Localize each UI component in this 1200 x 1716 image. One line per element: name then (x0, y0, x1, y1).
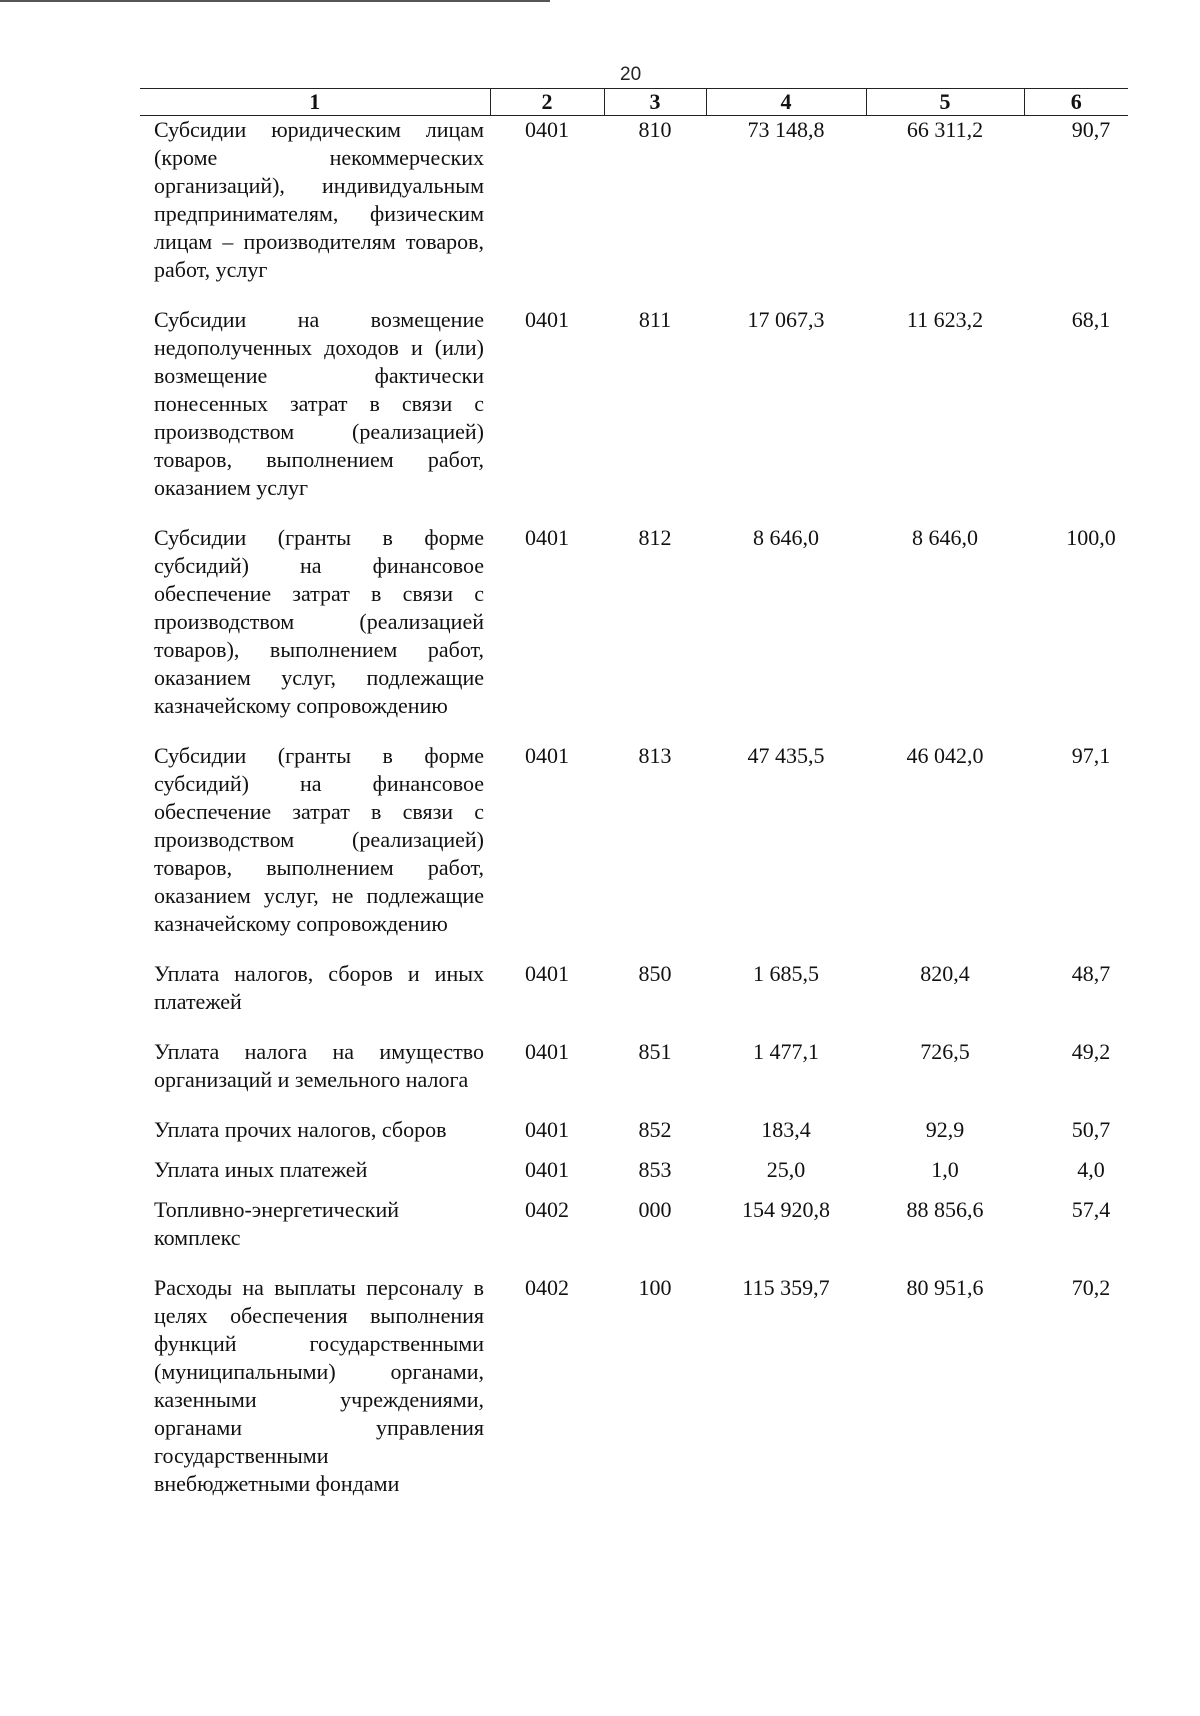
row-name: Топливно-энергетический комплекс (154, 1197, 400, 1250)
row-plan-value: 154 920,8 (742, 1197, 830, 1222)
row-fact-value: 1,0 (931, 1157, 959, 1182)
row-expense-type: 852 (638, 1117, 672, 1142)
row-plan-value: 1 477,1 (753, 1039, 819, 1064)
row-plan-value: 73 148,8 (747, 117, 825, 142)
scan-edge-line (0, 0, 550, 2)
row-expense-type: 811 (638, 307, 672, 332)
row-name: Субсидии юридическим лицам (кроме некоммерческих организаций), индивидуальным предпринимателям, физическим лицам – производителям товаров, работ, услуг (154, 117, 484, 282)
budget-table (140, 88, 1128, 1506)
row-section-code: 0401 (525, 743, 569, 768)
table-row (140, 1038, 1128, 1116)
row-name: Субсидии (гранты в форме субсидий) на финансовое обеспечение затрат в связи с производством (реализацией товаров), выполнением работ, оказанием услуг, подлежащие казначейскому сопровождению (154, 525, 484, 718)
row-percent: 57,4 (1071, 1197, 1111, 1222)
row-percent: 68,1 (1071, 307, 1111, 332)
row-name: Субсидии на возмещение недополученных доходов и (или) возмещение фактически понесенных затрат в связи с производством (реализацией) товаров, выполнением работ, оказанием услуг (154, 307, 484, 500)
row-expense-type: 850 (638, 961, 672, 986)
row-section-code: 0401 (525, 525, 569, 550)
row-plan-value: 25,0 (766, 1157, 806, 1182)
table-row (140, 1116, 1128, 1156)
table-row (140, 116, 1128, 307)
row-expense-type: 000 (638, 1197, 672, 1222)
row-name: Уплата иных платежей (154, 1157, 368, 1182)
header-col-3: 3 (604, 89, 706, 116)
row-plan-value: 8 646,0 (753, 525, 819, 550)
row-fact-value: 88 856,6 (906, 1197, 984, 1222)
row-section-code: 0401 (525, 1117, 569, 1142)
row-percent: 100,0 (1066, 525, 1116, 550)
row-fact-value: 46 042,0 (906, 743, 984, 768)
row-section-code: 0402 (525, 1275, 569, 1300)
row-section-code: 0401 (525, 1157, 569, 1182)
budget-table-container (140, 88, 1128, 1506)
row-name: Субсидии (гранты в форме субсидий) на финансовое обеспечение затрат в связи с производством (реализацией) товаров, выполнением работ, оказанием услуг, не подлежащие казначейскому сопровождению (154, 743, 484, 936)
header-col-5: 5 (866, 89, 1024, 116)
row-expense-type: 853 (638, 1157, 672, 1182)
row-fact-value: 92,9 (925, 1117, 965, 1142)
table-row (140, 306, 1128, 524)
row-section-code: 0401 (525, 1039, 569, 1064)
table-body (140, 116, 1128, 1507)
row-percent: 49,2 (1071, 1039, 1111, 1064)
header-col-6: 6 (1024, 89, 1128, 116)
row-name: Расходы на выплаты персоналу в целях обеспечения выполнения функций государственными (муниципальными) органами, казенными учреждениями, органами управления государственными внебюджетными фондами (154, 1275, 484, 1496)
row-fact-value: 726,5 (920, 1039, 970, 1064)
row-fact-value: 8 646,0 (912, 525, 978, 550)
row-percent: 4,0 (1077, 1157, 1105, 1182)
row-expense-type: 851 (638, 1039, 672, 1064)
table-header (140, 89, 1128, 116)
table-row (140, 742, 1128, 960)
page-number: 20 (620, 64, 642, 85)
header-row (140, 89, 1128, 116)
row-fact-value: 820,4 (920, 961, 970, 986)
row-fact-value: 80 951,6 (906, 1275, 984, 1300)
table-row (140, 1156, 1128, 1196)
row-plan-value: 47 435,5 (747, 743, 825, 768)
row-section-code: 0401 (525, 117, 569, 142)
row-section-code: 0402 (525, 1197, 569, 1222)
header-col-4: 4 (706, 89, 866, 116)
header-col-1: 1 (140, 89, 490, 116)
row-expense-type: 100 (638, 1275, 672, 1300)
table-row (140, 960, 1128, 1038)
row-fact-value: 11 623,2 (906, 307, 984, 332)
row-plan-value: 183,4 (761, 1117, 811, 1142)
row-fact-value: 66 311,2 (906, 117, 984, 142)
row-plan-value: 17 067,3 (747, 307, 825, 332)
row-expense-type: 812 (638, 525, 672, 550)
table-row (140, 1196, 1128, 1274)
row-expense-type: 810 (638, 117, 672, 142)
header-col-2: 2 (490, 89, 604, 116)
row-percent: 70,2 (1071, 1275, 1111, 1300)
row-percent: 48,7 (1071, 961, 1111, 986)
table-row (140, 1274, 1128, 1506)
row-percent: 90,7 (1071, 117, 1111, 142)
row-percent: 50,7 (1071, 1117, 1111, 1142)
row-plan-value: 1 685,5 (753, 961, 819, 986)
row-name: Уплата налогов, сборов и иных платежей (154, 961, 484, 1014)
row-percent: 97,1 (1071, 743, 1111, 768)
row-expense-type: 813 (638, 743, 672, 768)
row-section-code: 0401 (525, 307, 569, 332)
row-name: Уплата прочих налогов, сборов (154, 1117, 447, 1142)
row-section-code: 0401 (525, 961, 569, 986)
table-row (140, 524, 1128, 742)
row-name: Уплата налога на имущество организаций и земельного налога (154, 1039, 484, 1092)
row-plan-value: 115 359,7 (742, 1275, 830, 1300)
